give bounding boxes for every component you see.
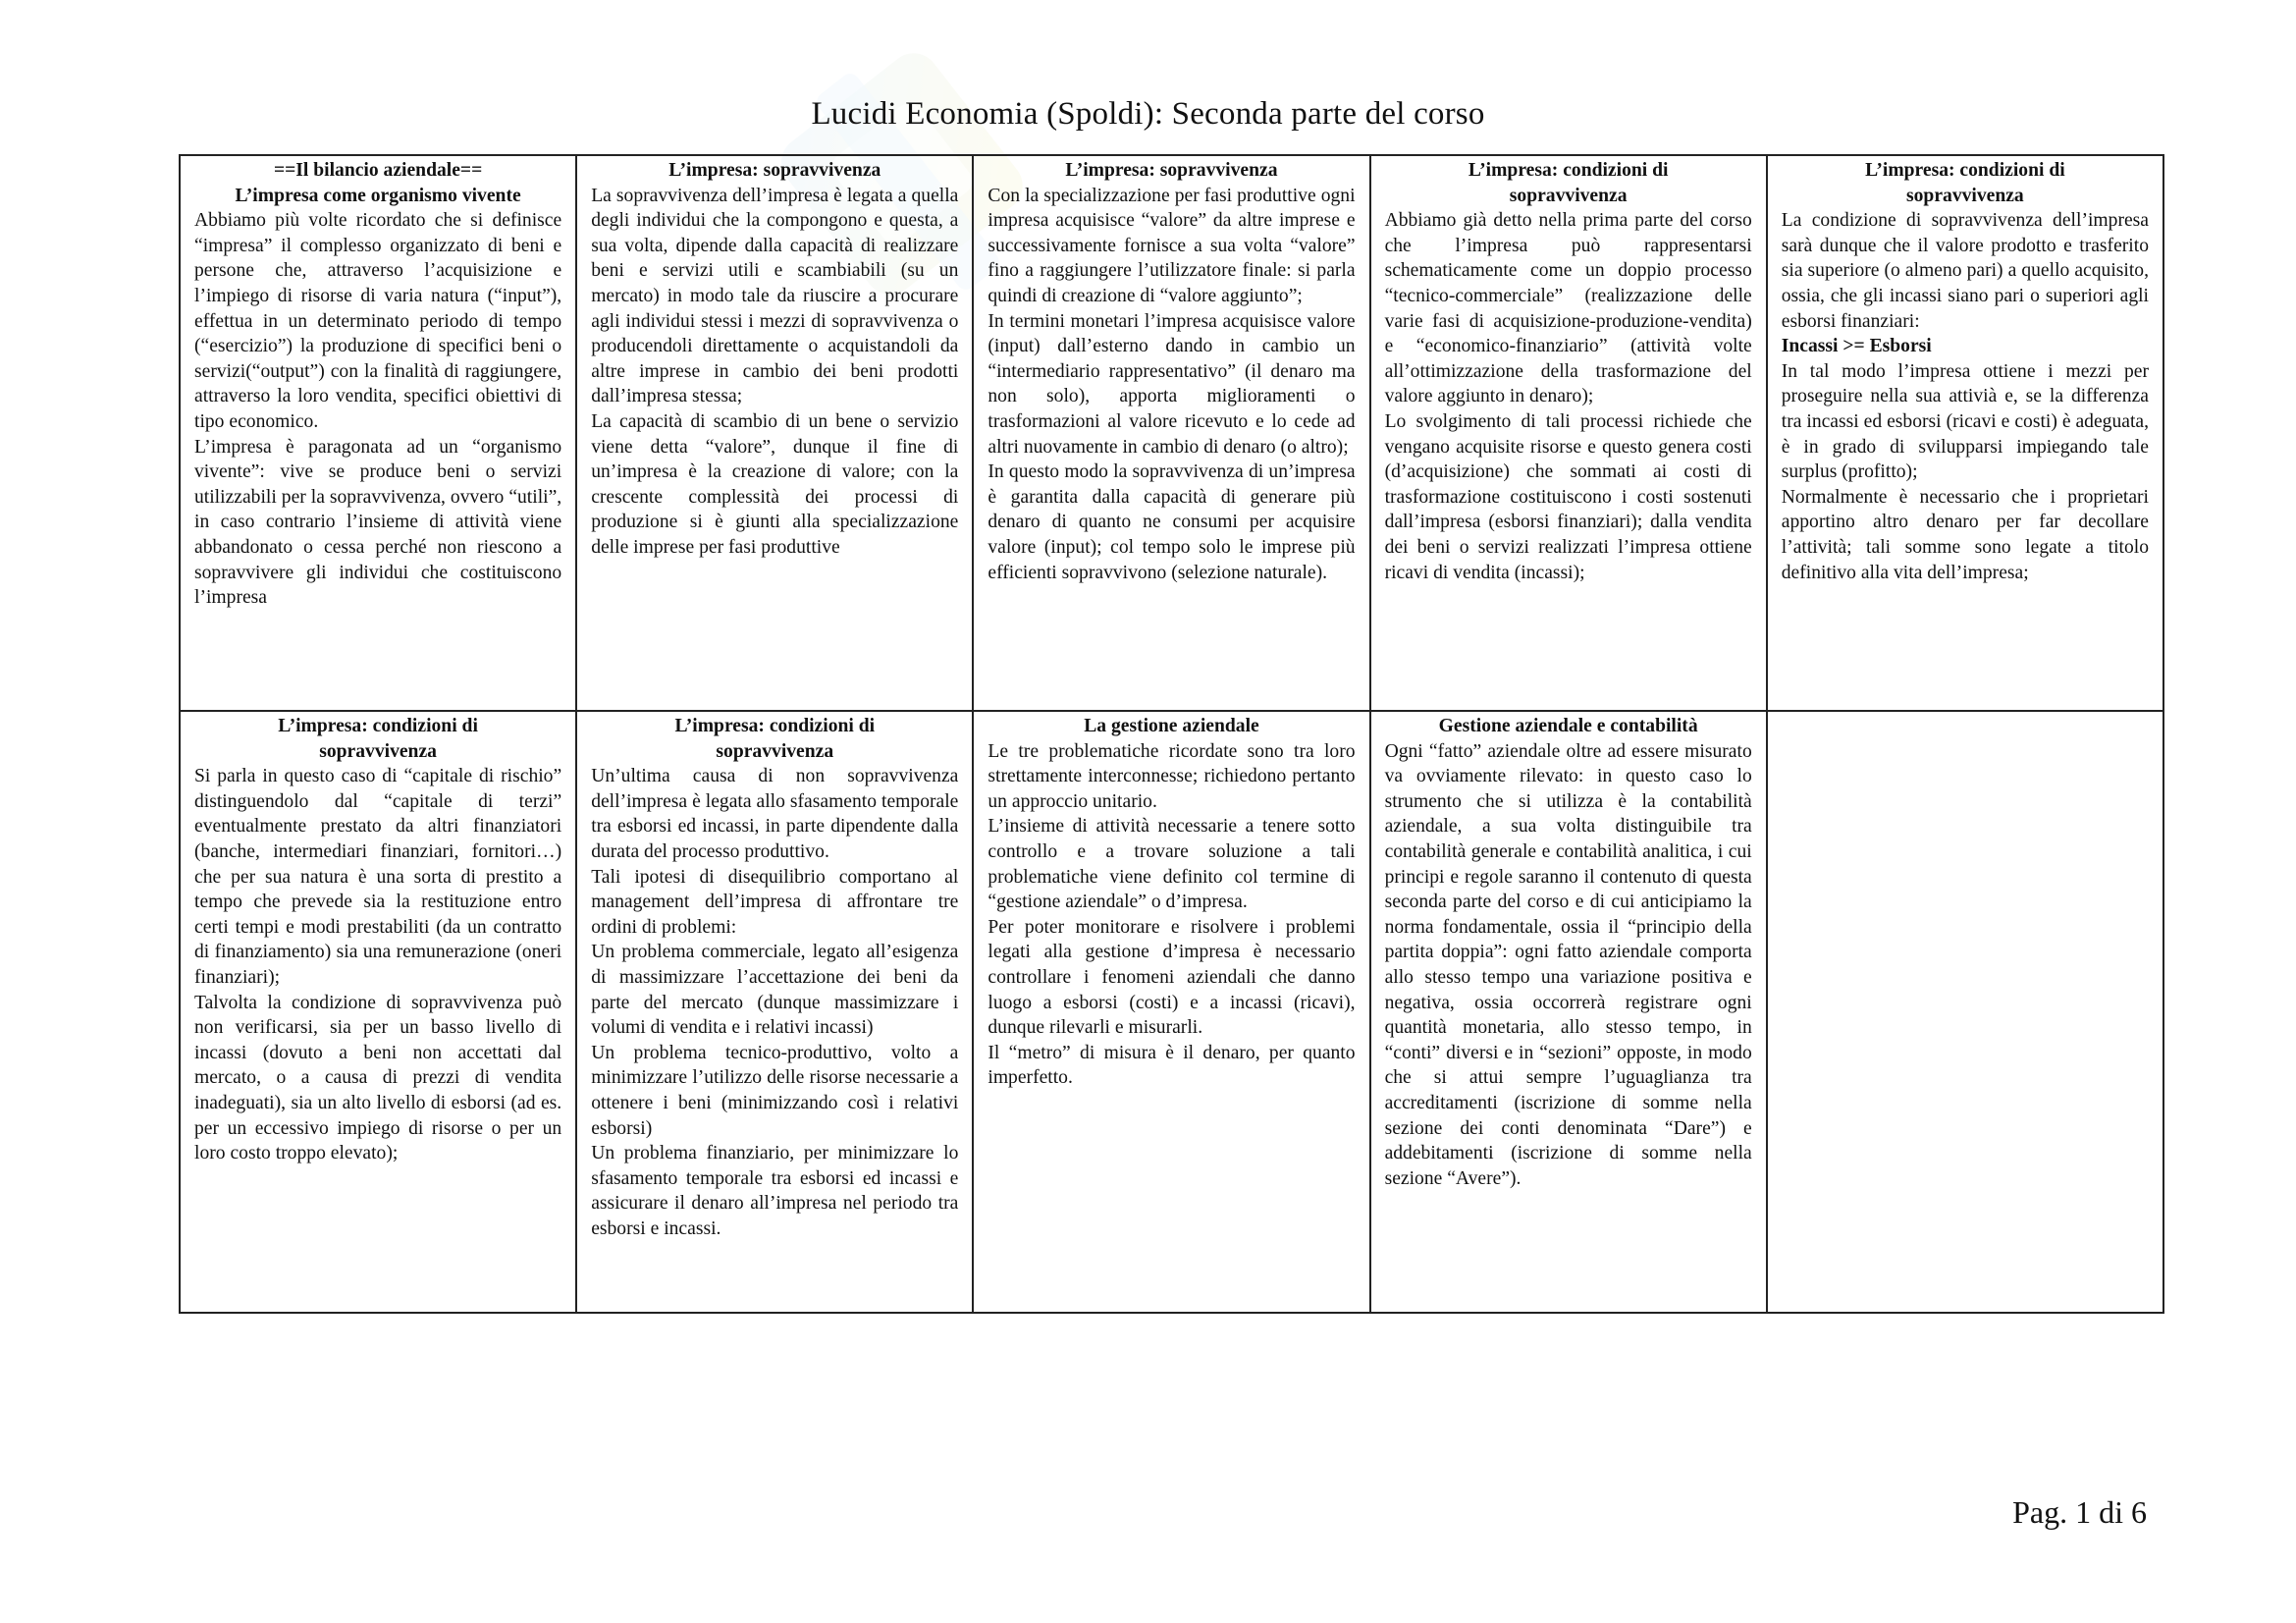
cell-heading-line: L’impresa: condizioni di bbox=[674, 716, 876, 736]
cell-heading bbox=[591, 158, 958, 184]
cell-paragraph: Lo svolgimento di tali processi richiede che vengano acquisite risorse e questo genera costi (d’acquisizione) che sommati ai costi di trasformazione costituiscono i costi sostenuti dall’impresa (esborsi finanziari); dalla vendita dei beni o servizi realizzati l’impresa ottiene ricavi di vendita (incassi); bbox=[1384, 410, 1752, 583]
table-row bbox=[180, 711, 2163, 1313]
table-cell bbox=[973, 155, 1369, 711]
cell-body bbox=[591, 764, 958, 1241]
cell-heading bbox=[194, 158, 561, 208]
cell-heading-line: La gestione aziendale bbox=[1084, 716, 1259, 736]
cell-heading-line: ==Il bilancio aziendale== bbox=[273, 160, 483, 181]
cell-paragraph: L’impresa è paragonata ad un “organismo vivente”: vive se produce beni o servizi utilizzabili per la sopravvivenza, ovvero “utili”, in caso contrario l’insieme di attività viene abbandonato o cessa perché non riescono a sopravvivere gli individui che costituiscono l’impresa bbox=[194, 436, 562, 609]
cell-paragraph: La sopravvivenza dell’impresa è legata a quella degli individui che la compongono e questa, a sua volta, dipende dalla capacità di realizzare beni e servizi utili e scambiabili (su un mercato) in modo tale da riuscire a procurare agli individui stessi i mezzi di sopravvivenza o producendoli direttamente o acquistandoli da altre imprese in cambio dei beni prodotti dall’impresa stessa; bbox=[591, 185, 959, 407]
cell-paragraph: Un’ultima causa di non sopravvivenza dell’impresa è legata allo sfasamento temporale tra esborsi ed incassi, in parte dipendente dalla durata del processo produttivo. bbox=[591, 766, 959, 862]
page-title: Lucidi Economia (Spoldi): Seconda parte del corso bbox=[811, 96, 1485, 132]
table-row bbox=[180, 155, 2163, 711]
page-number: Pag. 1 di 6 bbox=[2012, 1494, 2147, 1530]
cell-paragraph: Un problema commerciale, legato all’esigenza di massimizzare l’accettazione dei beni da parte del mercato (dunque massimizzare i volumi di vendita e i relativi incassi) bbox=[591, 942, 959, 1039]
cell-paragraph: Abbiamo più volte ricordato che si definisce “impresa” il complesso organizzato di beni e persone che, attraverso l’acquisizione e l’impiego di risorse di varia natura (“input”), effettua in un determinato periodo di tempo (“esercizio”) la produzione di specifici beni o servizi(“output”) con la finalità di raggiungere, attraverso la loro vendita, specifici obiettivi di tipo economico. bbox=[194, 210, 562, 432]
table-cell bbox=[1767, 711, 2163, 1313]
notes-table bbox=[179, 154, 2164, 1314]
table-cell bbox=[1767, 155, 2163, 711]
cell-paragraph: Normalmente è necessario che i proprietari apportino altro denaro per far decollare l’attività; tali somme sono legate a titolo definitivo alla vita dell’impresa; bbox=[1781, 486, 2149, 583]
cell-paragraph: In questo modo la sopravvivenza di un’impresa è garantita dalla capacità di generare più denaro di quanto ne consumi per acquisire valore (input); col tempo solo le imprese più efficienti sopravvivono (selezione naturale). bbox=[988, 461, 1356, 583]
cell-paragraph: Tali ipotesi di disequilibrio comportano al management dell’impresa di affrontare tre ordini di problemi: bbox=[591, 866, 959, 938]
cell-heading bbox=[194, 714, 561, 764]
cell-heading-line: sopravvivenza bbox=[319, 740, 437, 762]
table-cell bbox=[576, 711, 973, 1313]
cell-heading-line: Gestione aziendale e contabilità bbox=[1438, 716, 1698, 736]
cell-paragraph: L’insieme di attività necessarie a tenere sotto controllo e a trovare soluzione a tali problematiche viene definito col termine di “gestione aziendale” o d’impresa. bbox=[988, 816, 1356, 913]
table-cell bbox=[180, 711, 576, 1313]
cell-body bbox=[988, 739, 1355, 1091]
cell-paragraph: Le tre problematiche ricordate sono tra loro strettamente interconnesse; richiedono pertanto un approccio unitario. bbox=[988, 740, 1356, 812]
cell-heading-line: L’impresa come organismo vivente bbox=[235, 185, 521, 206]
cell-paragraph: Incassi >= Esborsi bbox=[1781, 336, 1932, 357]
table-cell bbox=[1370, 155, 1767, 711]
cell-paragraph: Ogni “fatto” aziendale oltre ad essere misurato va ovviamente rilevato: in questo caso lo strumento che si utilizza è la contabilità aziendale, a sua volta distinguibile tra contabilità generale e contabilità analitica, i cui principi e regole saranno il contenuto di questa seconda parte del corso e di cui anticipiamo la norma fondamentale, ossia il “principio della partita doppia”: ogni fatto aziendale comporta allo stesso tempo una variazione positiva e negativa, ossia occorrerà registrare ogni quantità monetaria, allo stesso tempo, in “conti” diversi e in “sezioni” opposte, in modo che si attui sempre l’uguaglianza tra accreditamenti (iscrizione di somme nella sezione dei conti denominata “Dare”) e addebitamenti (iscrizione di somme nella sezione “Avere”). bbox=[1384, 740, 1752, 1189]
cell-paragraph: Si parla in questo caso di “capitale di rischio” distinguendolo dal “capitale di terzi” eventualmente prestato da altri finanziatori (banche, intermediari finanziari, fornitori…) che per sua natura è una sorta di prestito a tempo che prevede sia la restituzione entro certi tempi e modi prestabiliti (da un contratto di finanziamento) sia una remunerazione (oneri finanziari); bbox=[194, 766, 562, 988]
cell-paragraph: La condizione di sopravvivenza dell’impresa sarà dunque che il valore prodotto e trasferito sia superiore (o almeno pari) a quello acquisito, ossia, che gli incassi siano pari o superiori agli esborsi finanziari: bbox=[1781, 210, 2149, 332]
cell-heading-line: sopravvivenza bbox=[1509, 185, 1628, 206]
cell-paragraph: Il “metro” di misura è il denaro, per quanto imperfetto. bbox=[988, 1042, 1356, 1089]
cell-body bbox=[1782, 208, 2149, 585]
cell-paragraph: Un problema finanziario, per minimizzare lo sfasamento temporale tra esborsi ed incassi e assicurare il denaro all’impresa nel periodo tra esborsi e incassi. bbox=[591, 1143, 959, 1239]
cell-heading bbox=[1385, 158, 1752, 208]
cell-paragraph: In tal modo l’impresa ottiene i mezzi per proseguire nella sua attivià e, se la differenza tra incassi ed esborsi (ricavi e costi) è adeguata, è in grado di svilupparsi impiegando tale surplus (profitto); bbox=[1781, 360, 2149, 483]
cell-heading bbox=[988, 158, 1355, 184]
cell-heading bbox=[1782, 158, 2149, 208]
cell-paragraph: Abbiamo già detto nella prima parte del corso che l’impresa può rappresentarsi schematicamente come un doppio processo “tecnico-commerciale” (realizzazione delle varie fasi di acquisizione-produzione-vendita) e “economico-finanziario” (attività volte all’ottimizzazione della trasformazione del valore aggiunto in denaro); bbox=[1384, 210, 1752, 407]
table-cell bbox=[1370, 711, 1767, 1313]
cell-paragraph: Per poter monitorare e risolvere i problemi legati alla gestione d’impresa è necessario controllare i fenomeni aziendali che danno luogo a esborsi (costi) e a incassi (ricavi), dunque rilevarli e misurarli. bbox=[988, 916, 1356, 1039]
cell-body bbox=[591, 184, 958, 561]
cell-paragraph: In termini monetari l’impresa acquisisce valore (input) dall’esterno dando in cambio un “intermediario rappresentativo” (il denaro ma non solo), apporta miglioramenti o trasformazioni al valore ricevuto e lo cede ad altri nuovamente in cambio di denaro (o altro); bbox=[988, 310, 1356, 458]
cell-heading bbox=[988, 714, 1355, 739]
cell-paragraph: Talvolta la condizione di sopravvivenza può non verificarsi, sia per un basso livello di incassi (dovuto a beni non accettati dal mercato, o a causa di prezzi di vendita inadeguati), sia un alto livello di esborsi (ad es. per un eccessivo impiego di risorse o per un loro costo troppo elevato); bbox=[194, 992, 562, 1164]
cell-body bbox=[988, 184, 1355, 586]
table-cell bbox=[576, 155, 973, 711]
cell-body bbox=[194, 764, 561, 1166]
cell-heading-line: L’impresa: condizioni di bbox=[1468, 160, 1669, 181]
cell-heading bbox=[1385, 714, 1752, 739]
cell-heading-line: L’impresa: condizioni di bbox=[1865, 160, 2065, 181]
cell-body bbox=[1385, 208, 1752, 585]
cell-body bbox=[1385, 739, 1752, 1192]
cell-heading-line: sopravvivenza bbox=[1906, 185, 2024, 206]
cell-heading-line: L’impresa: sopravvivenza bbox=[668, 160, 881, 181]
cell-heading bbox=[591, 714, 958, 764]
cell-heading-line: L’impresa: condizioni di bbox=[278, 716, 478, 736]
cell-body bbox=[194, 208, 561, 611]
cell-paragraph: La capacità di scambio di un bene o servizio viene detta “valore”, dunque il fine di un’impresa è la creazione di valore; con la crescente complessità dei processi di produzione si è giunti alla specializzazione delle imprese per fasi produttive bbox=[591, 410, 959, 558]
cell-heading-line: sopravvivenza bbox=[716, 740, 834, 762]
table-cell bbox=[180, 155, 576, 711]
table-cell bbox=[973, 711, 1369, 1313]
cell-paragraph: Un problema tecnico-produttivo, volto a minimizzare l’utilizzo delle risorse necessarie a ottenere i beni (minimizzando così i relativi esborsi) bbox=[591, 1042, 959, 1139]
cell-heading-line: L’impresa: sopravvivenza bbox=[1065, 160, 1278, 181]
cell-paragraph: Con la specializzazione per fasi produttive ogni impresa acquisisce “valore” da altre imprese e successivamente fornisce a sua volta “valore” fino a raggiungere l’utilizzatore finale: si parla quindi di creazione di “valore aggiunto”; bbox=[988, 185, 1356, 306]
